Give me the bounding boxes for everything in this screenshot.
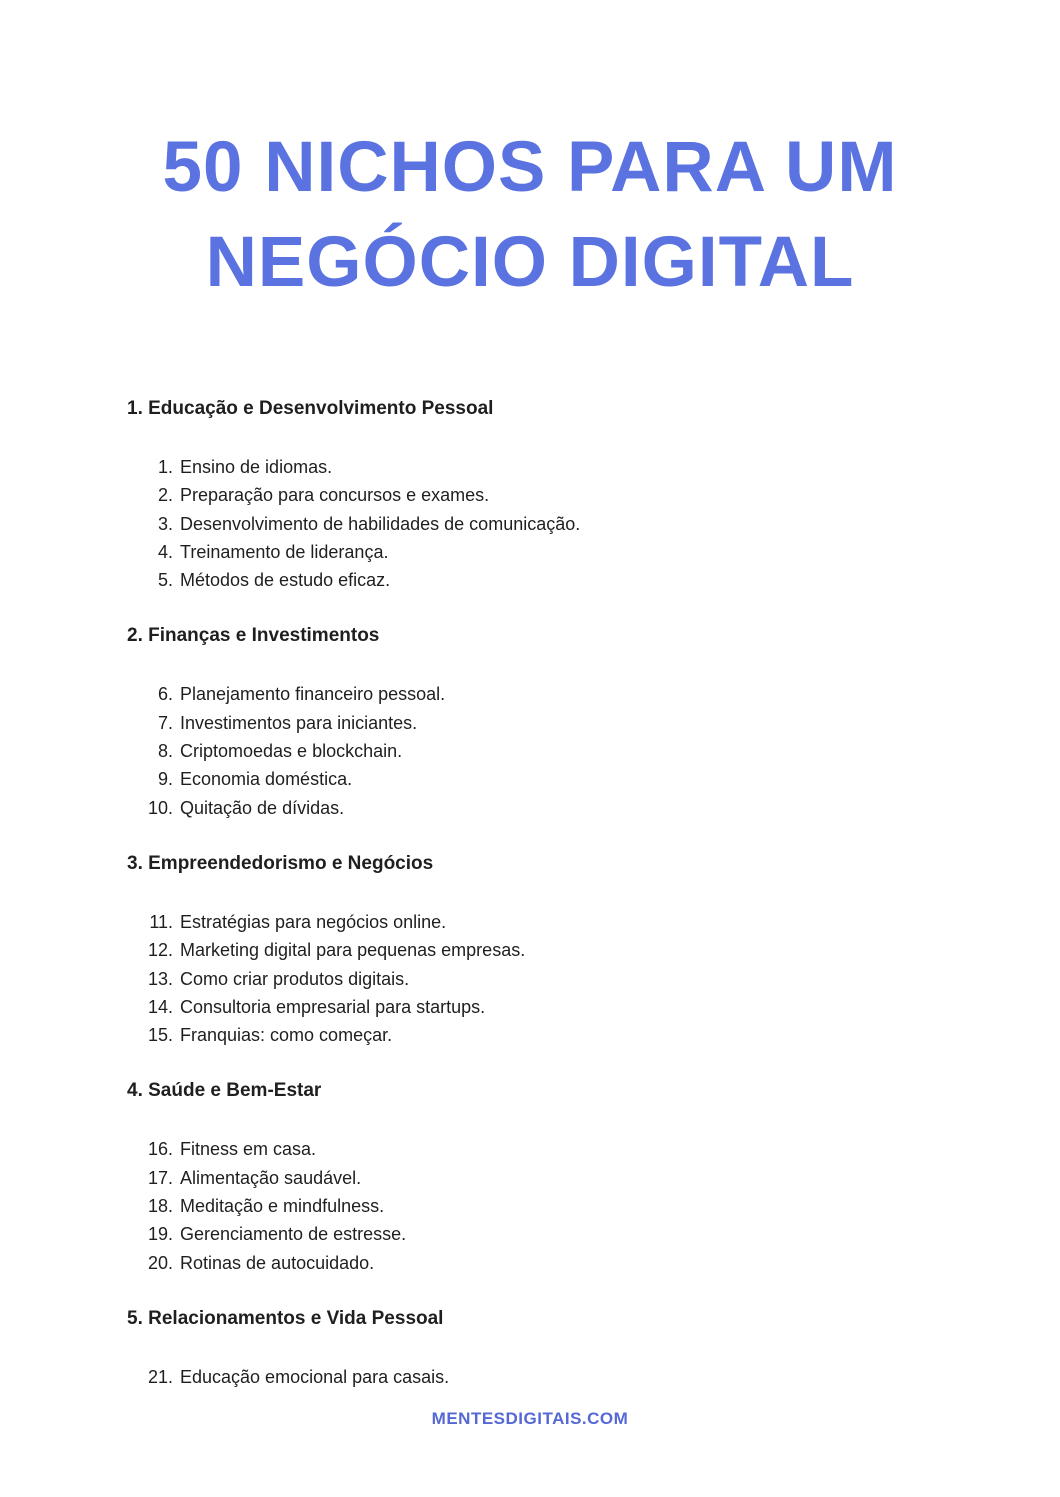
list-item-text: Investimentos para iniciantes. [180, 712, 418, 733]
list-item [127, 1164, 990, 1192]
list-item-text: Criptomoedas e blockchain. [180, 741, 403, 762]
list-item [127, 510, 990, 538]
list-item-text: Desenvolvimento de habilidades de comunicação. [180, 513, 581, 534]
list-item-text: Educação emocional para casais. [180, 1366, 450, 1387]
list-item [127, 709, 990, 737]
list-item-text: Quitação de dívidas. [180, 797, 345, 818]
list-item [127, 737, 990, 765]
list-item-number: 5. [157, 570, 173, 591]
list-item-text: Ensino de idiomas. [180, 457, 333, 477]
list-item-number: 14. [147, 996, 173, 1017]
list-item-text: Franquias: como começar. [180, 1025, 393, 1046]
list-item-number: 4. [157, 541, 173, 562]
list-item-text: Como criar produtos digitais. [180, 968, 410, 989]
list-item [127, 1192, 990, 1220]
list-item [127, 765, 990, 793]
list-item-number: 11. [149, 911, 173, 932]
page-title [0, 0, 1060, 310]
page-footer [0, 1409, 1060, 1429]
list-item-text: Planejamento financeiro pessoal. [180, 684, 446, 705]
list-item [127, 908, 990, 936]
list-item [127, 481, 990, 509]
list-item [127, 1249, 990, 1277]
list-item [127, 538, 990, 566]
niche-list [127, 453, 990, 594]
list-item-text: Fitness em casa. [180, 1139, 317, 1160]
page-title-line2: NEGÓCIO DIGITAL [205, 223, 855, 302]
section-educacao [127, 395, 990, 594]
list-item-number: 15. [147, 1025, 173, 1046]
list-item-number: 21. [147, 1366, 173, 1387]
list-item [127, 453, 990, 481]
list-item [127, 794, 990, 822]
section-heading: 1. Educação e Desenvolvimento Pessoal [127, 398, 494, 419]
list-item-number: 16. [147, 1139, 173, 1160]
list-item-text: Gerenciamento de estresse. [180, 1224, 407, 1245]
list-item-number: 18. [147, 1196, 173, 1217]
footer-site-text: MENTESDIGITAIS.COM [431, 1409, 629, 1428]
list-item-number: 3. [157, 513, 173, 534]
list-item-text: Rotinas de autocuidado. [180, 1252, 375, 1273]
section-relacionamentos [127, 1305, 990, 1391]
list-item [127, 1220, 990, 1248]
section-heading: 2. Finanças e Investimentos [127, 625, 380, 647]
list-item [127, 1021, 990, 1049]
list-item-text: Métodos de estudo eficaz. [180, 570, 391, 591]
list-item-number: 8. [157, 741, 173, 762]
list-item-text: Treinamento de liderança. [180, 541, 389, 562]
list-item [127, 1135, 990, 1163]
list-item-text: Economia doméstica. [180, 769, 353, 790]
niche-list [127, 908, 990, 1049]
list-item-number: 20. [147, 1252, 173, 1273]
niche-list [127, 1135, 990, 1276]
list-item-text: Alimentação saudável. [180, 1167, 362, 1188]
list-item [127, 680, 990, 708]
list-item-text: Preparação para concursos e exames. [180, 485, 490, 506]
page-title-line1: 50 NICHOS PARA UM [162, 128, 898, 207]
list-item-text: Marketing digital para pequenas empresas. [180, 940, 526, 961]
list-item [127, 936, 990, 964]
list-item-number: 10. [147, 797, 173, 818]
list-item [127, 1363, 990, 1391]
list-item-number: 6. [157, 684, 173, 705]
list-item-text: Estratégias para negócios online. [180, 911, 447, 932]
list-item-number: 17. [147, 1167, 173, 1188]
section-financas [127, 622, 990, 821]
niche-list [127, 680, 990, 821]
section-heading: 4. Saúde e Bem-Estar [127, 1080, 322, 1102]
section-heading: 5. Relacionamentos e Vida Pessoal [127, 1307, 444, 1329]
list-item-number: 9. [157, 769, 173, 790]
list-item-number: 13. [147, 968, 173, 989]
list-item-number: 19. [147, 1224, 173, 1245]
list-item [127, 993, 990, 1021]
list-item-text: Consultoria empresarial para startups. [180, 996, 486, 1017]
list-item-number: 12. [147, 940, 173, 961]
list-item-number: 7. [157, 712, 173, 733]
list-item-number: 1. [157, 457, 173, 477]
section-saude [127, 1077, 990, 1276]
list-item [127, 965, 990, 993]
niche-list [127, 1363, 990, 1391]
list-item [127, 566, 990, 594]
list-item-text: Meditação e mindfulness. [180, 1196, 385, 1217]
list-item-number: 2. [157, 485, 173, 506]
document-body [0, 395, 1060, 1391]
section-empreendedorismo [127, 850, 990, 1049]
section-heading: 3. Empreendedorismo e Negócios [127, 852, 434, 874]
